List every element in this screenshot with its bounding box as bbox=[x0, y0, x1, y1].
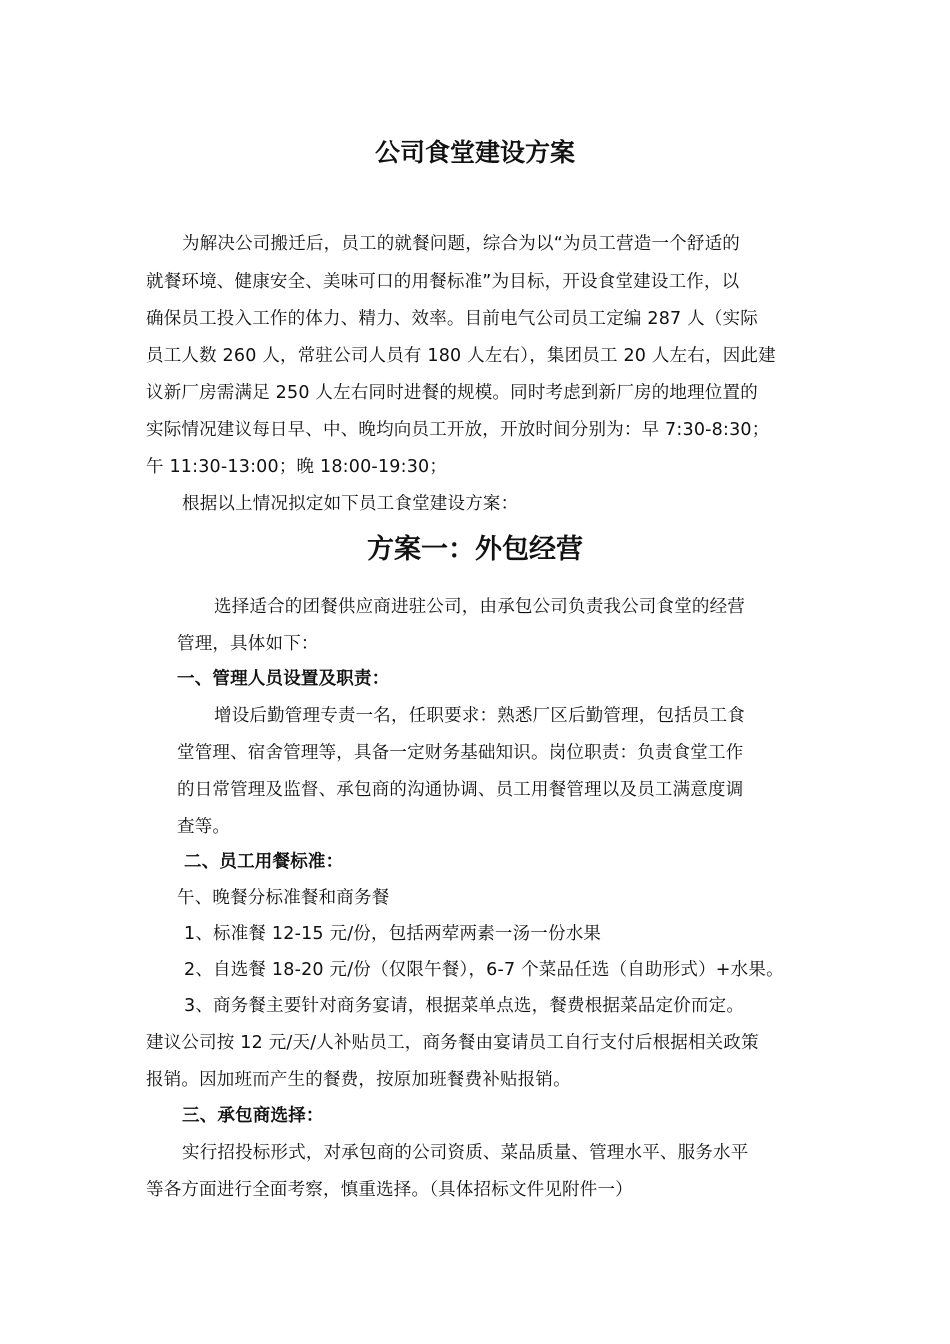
intro-line-5: 议新厂房需满足 250 人左右同时进餐的规模。同时考虑到新厂房的地理位置的 bbox=[146, 383, 758, 403]
section2-line-2: 1、标准餐 12-15 元/份，包括两荤两素一汤一份水果 bbox=[184, 924, 602, 944]
intro-line-7: 午 11:30-13:00；晚 18:00-19:30； bbox=[146, 457, 448, 477]
section2-heading: 二、员工用餐标准： bbox=[184, 852, 344, 872]
document-title: 公司食堂建设方案 bbox=[374, 138, 575, 167]
section2-line-4: 3、商务餐主要针对商务宴请，根据菜单点选，餐费根据菜品定价而定。 bbox=[184, 996, 745, 1016]
section3-heading: 三、承包商选择： bbox=[182, 1106, 324, 1126]
section1-line-3: 的日常管理及监督、承包商的沟通协调、员工用餐管理以及员工满意度调 bbox=[177, 780, 744, 800]
intro-closing: 根据以上情况拟定如下员工食堂建设方案： bbox=[182, 494, 519, 514]
intro-line-3: 确保员工投入工作的体力、精力、效率。目前电气公司员工定编 287 人（实际 bbox=[146, 309, 758, 329]
intro-line-2: 就餐环境、健康安全、美味可口的用餐标准”为目标，开设食堂建设工作，以 bbox=[146, 272, 740, 292]
section2-line-6: 报销。因加班而产生的餐费，按原加班餐费补贴报销。 bbox=[146, 1070, 571, 1090]
section1-heading: 一、管理人员设置及职责： bbox=[177, 669, 390, 689]
plan-intro-line-1: 选择适合的团餐供应商进驻公司，由承包公司负责我公司食堂的经营 bbox=[214, 597, 745, 617]
intro-line-1: 为解决公司搬迁后，员工的就餐问题，综合为以“为员工营造一个舒适的 bbox=[182, 234, 740, 254]
plan-intro-line-2: 管理，具体如下： bbox=[177, 634, 319, 654]
plan-title: 方案一：外包经营 bbox=[367, 534, 583, 565]
section3-line-1: 实行招投标形式，对承包商的公司资质、菜品质量、管理水平、服务水平 bbox=[182, 1143, 749, 1163]
intro-line-6: 实际情况建议每日早、中、晚均向员工开放，开放时间分别为：早 7:30-8:30； bbox=[146, 420, 770, 440]
section3-line-2: 等各方面进行全面考察，慎重选择。（具体招标文件见附件一） bbox=[146, 1180, 633, 1200]
section2-line-1: 午、晚餐分标准餐和商务餐 bbox=[177, 888, 390, 908]
section1-line-1: 增设后勤管理专责一名，任职要求：熟悉厂区后勤管理，包括员工食 bbox=[214, 706, 745, 726]
section1-line-4: 查等。 bbox=[177, 817, 231, 837]
section2-line-3: 2、自选餐 18-20 元/份（仅限午餐），6-7 个菜品任选（自助形式）+水果。 bbox=[184, 960, 784, 980]
intro-line-4: 员工人数 260 人，常驻公司人员有 180 人左右），集团员工 20 人左右，因此建 bbox=[146, 346, 776, 366]
section2-line-5: 建议公司按 12 元/天/人补贴员工，商务餐由宴请员工自行支付后根据相关政策 bbox=[146, 1033, 759, 1053]
section1-line-2: 堂管理、宿舍管理等，具备一定财务基础知识。岗位职责：负责食堂工作 bbox=[177, 743, 744, 763]
